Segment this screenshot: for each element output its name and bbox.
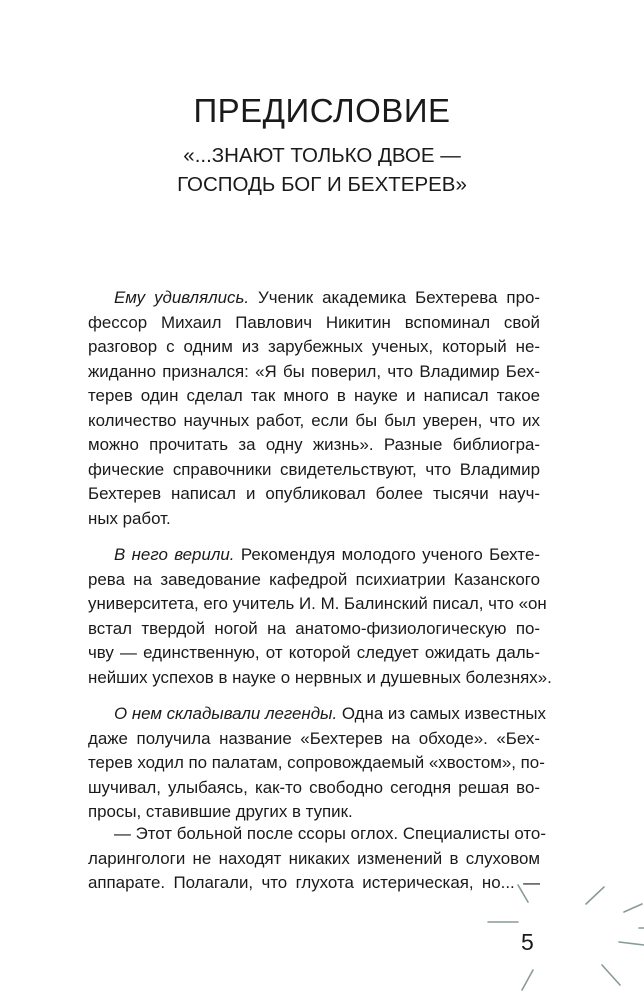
paragraph-line <box>88 822 546 847</box>
paragraph-text: — Этот больной после ссоры оглох. Специалисты ото- <box>114 824 546 843</box>
paragraph-3 <box>88 702 546 825</box>
page-number: 5 <box>521 929 534 955</box>
paragraph-line: ларингологи не находят никаких изменений в слуховом <box>88 848 540 868</box>
paragraph-line: шучивал, улыбаясь, как-то свободно сегодня решая во- <box>88 777 540 797</box>
paragraph-line: чву — единственную, от которой следует ожидать даль- <box>88 643 540 662</box>
chapter-title: ПРЕДИСЛОВИЕ <box>193 92 451 129</box>
subtitle-line-1: «...ЗНАЮТ ТОЛЬКО ДВОЕ — <box>183 144 461 167</box>
paragraph-line: университета, его учитель И. М. Балинский писал, что «он <box>88 594 547 613</box>
paragraph-2 <box>88 543 552 690</box>
paragraph-text: Ученик академика Бехтерева про- <box>258 288 540 307</box>
paragraph-line <box>88 543 540 568</box>
paragraph-lead: О нем складывали легенды. <box>114 704 338 723</box>
paragraph-lead: Ему удивлялись. <box>114 288 250 307</box>
paragraph-line: даже получила название «Бехтерев на обходе». «Бех- <box>88 728 540 748</box>
paragraph-line: жиданно признался: «Я бы поверил, что Владимир Бех- <box>88 361 540 381</box>
paragraph-line: Бехтерев написал и опубликовал более тысячи науч- <box>88 484 540 503</box>
paragraph-line: просы, ставившие других в тупик. <box>88 802 353 821</box>
paragraph-line: рева на заведование кафедрой психиатрии Казанского <box>88 569 540 589</box>
paragraph-line: аппарате. Полагали, что глухота истерическая, но... — <box>88 873 540 892</box>
paragraph-line: встал твердой ногой на анатомо-физиологическую по- <box>88 618 540 638</box>
paragraph-lead: В него верили. <box>114 545 235 564</box>
paragraph-line <box>88 702 546 727</box>
paragraph-line: фессор Михаил Павлович Никитин вспоминал свой <box>88 312 540 332</box>
paragraph-line: ных работ. <box>88 508 171 528</box>
paragraph-line: количество научных работ, если бы был уверен, что их <box>88 410 540 430</box>
paragraph-line: разговор с одним из зарубежных ученых, который не- <box>88 337 540 356</box>
paragraph-text: Одна из самых известных <box>341 704 546 723</box>
paragraph-line: можно прочитать за одну жизнь». Разные библиогра- <box>88 435 540 454</box>
page-number-starburst-icon <box>474 840 644 1000</box>
paragraph-line: терев ходил по палатам, сопровождаемый «хвостом», по- <box>88 753 545 772</box>
paragraph-1 <box>88 286 540 531</box>
paragraph-text: Рекомендуя молодого ученого Бехте- <box>240 545 540 564</box>
paragraph-line: фические справочники свидетельствуют, что Владимир <box>88 459 540 479</box>
subtitle-line-2: ГОСПОДЬ БОГ И БЕХТЕРЕВ» <box>177 173 467 196</box>
chapter-subtitle <box>0 141 644 199</box>
paragraph-line <box>88 286 540 311</box>
paragraph-line: нейших успехов в науке о нервных и душевных болезнях». <box>88 667 552 687</box>
paragraph-4 <box>88 822 546 896</box>
paragraph-line: терев один сделал так много в науке и написал такое <box>88 386 540 405</box>
